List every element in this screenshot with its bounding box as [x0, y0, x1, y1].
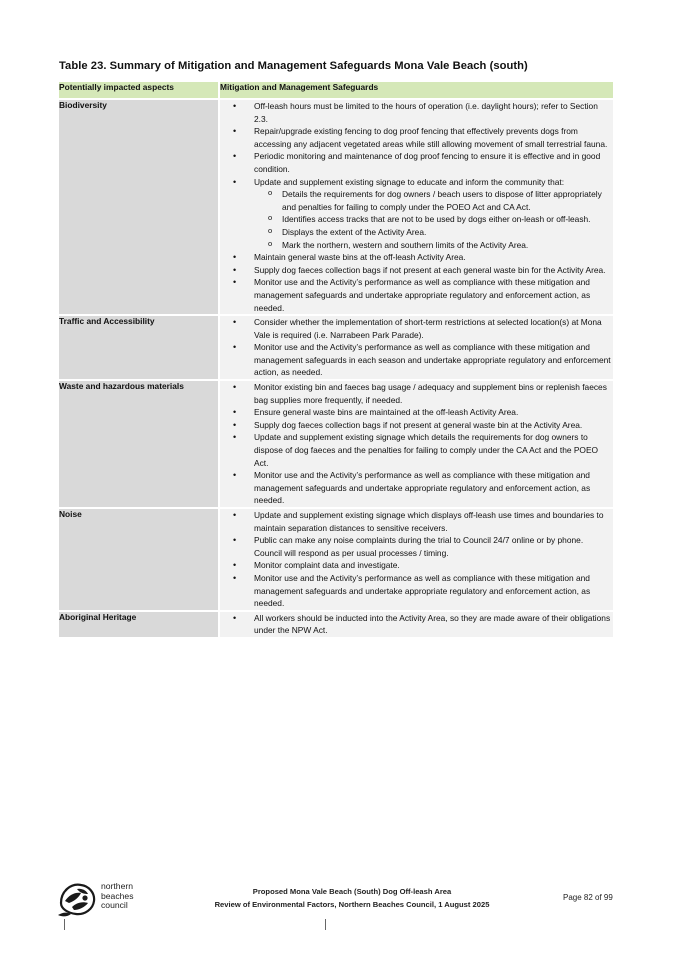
safeguard-subitem: o Details the requirements for dog owners / beach users to dispose of litter appropriately and penalties for failing to comply under the POEO Act and CA Act.: [220, 188, 613, 213]
safeguard-text: Maintain general waste bins at the off-leash Activity Area.: [254, 252, 466, 263]
safeguard-item: [220, 125, 613, 150]
aspect-cell: Aboriginal Heritage: [59, 612, 220, 639]
safeguard-text: Monitor complaint data and investigate.: [254, 560, 400, 571]
safeguard-item: [220, 341, 613, 379]
safeguard-item: [220, 509, 613, 534]
safeguard-subitem: o Identifies access tracks that are not to be used by dogs either on-leash or off-leash.: [220, 213, 613, 226]
table-header-row: [59, 82, 613, 100]
page-number: Page 82 of 99: [563, 893, 613, 902]
header-aspects: Potentially impacted aspects: [59, 82, 220, 100]
aspect-cell: Noise: [59, 509, 220, 612]
safeguard-subitem: o Mark the northern, western and southern limits of the Activity Area.: [220, 239, 613, 252]
table-row: [59, 381, 613, 509]
logo-line: beaches: [101, 890, 134, 901]
safeguard-item: [220, 419, 613, 432]
safeguard-item: [220, 572, 613, 610]
table-row: [59, 509, 613, 612]
footer-divider: [64, 919, 65, 930]
footer-document-title: [190, 886, 514, 911]
safeguard-text: All workers should be inducted into the Activity Area, so they are made aware of their obligations under the NPW Act.: [254, 612, 611, 636]
safeguard-text: Supply dog faeces collection bags if not present at general waste bin at the Activity Area.: [254, 419, 583, 430]
aspect-cell: Traffic and Accessibility: [59, 316, 220, 381]
safeguard-item: [220, 612, 613, 637]
safeguard-item: [220, 264, 613, 277]
table-title: Table 23. Summary of Mitigation and Management Safeguards Mona Vale Beach (south): [59, 60, 528, 72]
footer-line-1: Proposed Mona Vale Beach (South) Dog Off-leash Area: [252, 887, 452, 896]
logo-wordmark: [101, 882, 134, 911]
safeguard-text: Monitor use and the Activity’s performance as well as compliance with these mitigation and management safeguards and undertake appropriate regulatory and enforcement action, as needed.: [254, 470, 591, 506]
safeguard-text: Monitor use and the Activity’s performance as well as compliance with these mitigation and management safeguards and undertake appropriate regulatory and enforcement action, as needed.: [254, 277, 591, 313]
safeguard-item: [220, 406, 613, 419]
safeguards-cell: [220, 100, 613, 316]
safeguard-item: [220, 381, 613, 406]
safeguard-text: Public can make any noise complaints during the trial to Council 24/7 online or by phone. Council will respond as per usual processes / timing.: [254, 535, 584, 558]
safeguard-list: [220, 612, 613, 637]
safeguard-text: Monitor use and the Activity’s performance as well as compliance with these mitigation and management safeguards and undertake appropriate regulatory and enforcement action, as needed.: [254, 572, 591, 609]
safeguard-item: [220, 150, 613, 175]
table-row: [59, 100, 613, 316]
safeguard-item: [220, 431, 613, 469]
safeguard-text: Repair/upgrade existing fencing to dog proof fencing that effectively prevents dogs from accessing any adjacent vegetated areas while still allowing movement of small terrestrial fauna.: [254, 126, 608, 149]
safeguards-cell: [220, 316, 613, 381]
safeguard-text: Monitor use and the Activity’s performance as well as compliance with these mitigation and management safeguards in each season and undertake appropriate regulatory and enforcement action, as needed.: [254, 342, 611, 378]
aspect-cell: Waste and hazardous materials: [59, 381, 220, 509]
safeguard-text: Update and supplement existing signage which details the requirements for dog owners to dispose of dog faeces and the penalties for failing to comply under the CA Act and the POEO Act.: [254, 432, 599, 468]
safeguard-item: [220, 534, 613, 559]
safeguard-item: [220, 316, 613, 341]
safeguard-text: Ensure general waste bins are maintained at the off-leash Activity Area.: [254, 407, 519, 418]
safeguards-table: [59, 82, 613, 639]
footer-line-2: Review of Environmental Factors, Northern Beaches Council, 1 August 2025: [214, 899, 490, 909]
safeguard-item: [220, 176, 613, 252]
safeguard-list: [220, 316, 613, 379]
safeguard-text: Periodic monitoring and maintenance of dog proof fencing to ensure it is effective and in good condition.: [254, 151, 601, 174]
logo-line: northern: [101, 881, 134, 891]
safeguard-text: Off-leash hours must be limited to the hours of operation (i.e. daylight hours); refer to Section 2.3.: [254, 101, 598, 124]
table-row: [59, 612, 613, 639]
safeguard-text: Update and supplement existing signage to educate and inform the community that:: [254, 176, 565, 187]
safeguard-item: [220, 100, 613, 125]
safeguards-cell: [220, 509, 613, 612]
logo-line: council: [101, 900, 128, 911]
safeguard-text: Consider whether the implementation of short-term restrictions at selected location(s) at Mona Vale is required (i.e. Narrabeen Park Parade).: [254, 317, 602, 340]
header-safeguards: Mitigation and Management Safeguards: [220, 82, 613, 100]
safeguard-text: Monitor existing bin and faeces bag usage / adequacy and supplement bins or replenish faeces bag supplies more frequently, if needed.: [254, 382, 607, 405]
safeguard-item: [220, 251, 613, 264]
safeguard-list: [220, 509, 613, 610]
footer-divider: [325, 919, 326, 930]
table-body: [59, 100, 613, 639]
safeguard-list: [220, 100, 613, 314]
safeguard-list: [220, 381, 613, 507]
table-row: [59, 316, 613, 381]
safeguards-cell: [220, 612, 613, 639]
safeguard-text: Supply dog faeces collection bags if not present at each general waste bin for the Activity Area.: [254, 264, 606, 275]
safeguard-subitem: o Displays the extent of the Activity Area.: [220, 226, 613, 239]
aspect-cell: Biodiversity: [59, 100, 220, 316]
safeguards-cell: [220, 381, 613, 509]
safeguard-item: [220, 276, 613, 314]
safeguard-text: Update and supplement existing signage which displays off-leash use times and boundaries to maintain separation distances to sensitive receivers.: [254, 510, 604, 533]
safeguard-item: [220, 469, 613, 507]
safeguard-item: [220, 559, 613, 572]
safeguard-sublist: [254, 188, 613, 251]
